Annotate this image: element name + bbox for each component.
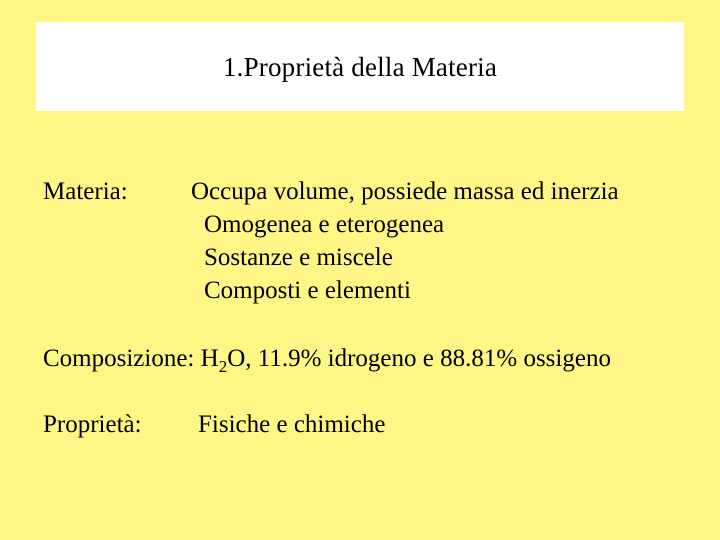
composizione-label: Composizione: bbox=[43, 345, 195, 372]
title-box bbox=[36, 22, 684, 111]
materia-item: Composti e elementi bbox=[204, 277, 411, 304]
composizione-line bbox=[43, 344, 611, 374]
materia-item: Omogenea e eterogenea bbox=[204, 211, 445, 238]
formula-base: H bbox=[200, 345, 219, 372]
formula-subscript: 2 bbox=[218, 357, 228, 376]
proprieta-value: Fisiche e chimiche bbox=[198, 411, 386, 438]
materia-label: Materia: bbox=[43, 178, 128, 205]
materia-item: Sostanze e miscele bbox=[204, 244, 393, 271]
formula-tail: O, bbox=[227, 345, 252, 372]
materia-item: Occupa volume, possiede massa ed inerzia bbox=[191, 178, 619, 205]
composizione-text: 11.9% idrogeno e 88.81% ossigeno bbox=[257, 345, 611, 372]
slide-title: 1.Proprietà della Materia bbox=[222, 52, 498, 82]
proprieta-label: Proprietà: bbox=[43, 411, 142, 438]
